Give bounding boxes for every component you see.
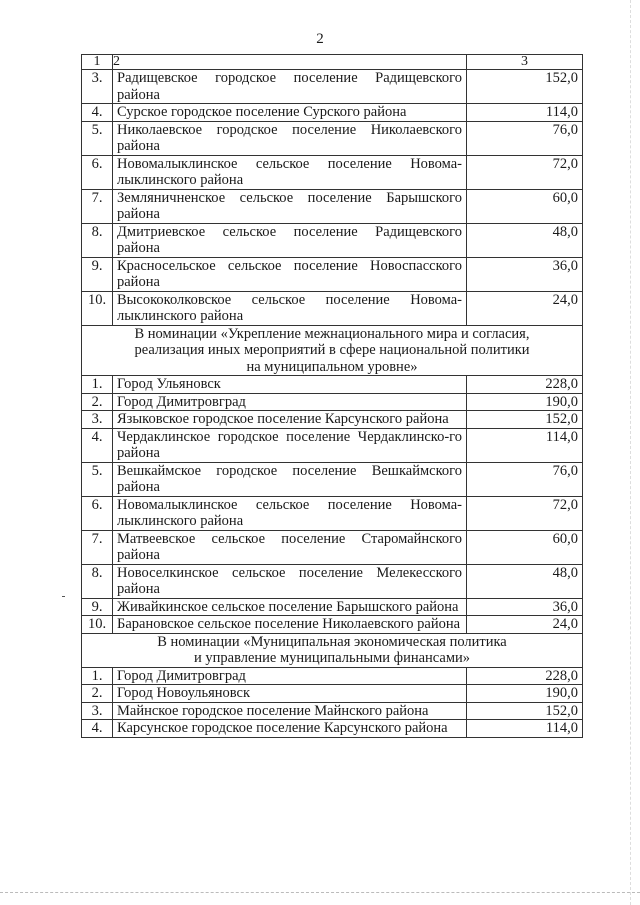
settlement-name: Сурское городское поселение Сурского района	[113, 104, 467, 122]
nomination-title-line: реализация иных мероприятий в сфере национальной политики	[134, 342, 530, 358]
table-row	[82, 702, 583, 720]
row-number: 10.	[82, 291, 113, 325]
column-number-3: 3	[467, 55, 583, 70]
table-row	[82, 257, 583, 291]
nomination-section-row	[82, 325, 583, 376]
grant-amount: 114,0	[467, 104, 583, 122]
grant-amount: 190,0	[467, 685, 583, 703]
settlement-name: Языковское городское поселение Карсунского района	[113, 411, 467, 429]
grant-amount: 114,0	[467, 428, 583, 462]
nomination-title	[82, 633, 583, 667]
grant-amount: 72,0	[467, 155, 583, 189]
grant-amount: 190,0	[467, 393, 583, 411]
settlement-name: Чердаклинское городское поселение Чердаклинско-го района	[113, 428, 467, 462]
table-row	[82, 376, 583, 394]
table-row	[82, 104, 583, 122]
nomination-title	[82, 325, 583, 376]
grant-amount: 72,0	[467, 496, 583, 530]
row-number: 3.	[82, 70, 113, 104]
grant-amount: 228,0	[467, 376, 583, 394]
table-row	[82, 189, 583, 223]
table-row	[82, 121, 583, 155]
settlement-name: Город Димитровград	[113, 393, 467, 411]
settlement-name: Николаевское городское поселение Николаевского района	[113, 121, 467, 155]
settlement-name: Матвеевское сельское поселение Старомайнского района	[113, 530, 467, 564]
row-number: 6.	[82, 155, 113, 189]
table-row	[82, 462, 583, 496]
settlement-name: Карсунское городское поселение Карсунского района	[113, 720, 467, 738]
row-number: 4.	[82, 720, 113, 738]
row-number: 5.	[82, 462, 113, 496]
row-number: 2.	[82, 393, 113, 411]
row-number: 10.	[82, 616, 113, 634]
table-row	[82, 564, 583, 598]
grant-amount: 24,0	[467, 291, 583, 325]
nomination-title-line: В номинации «Укрепление межнационального мира и согласия,	[134, 325, 530, 342]
column-number-2: 2	[113, 55, 467, 70]
settlement-name: Город Новоульяновск	[113, 685, 467, 703]
grant-amount: 76,0	[467, 462, 583, 496]
settlement-name: Радищевское городское поселение Радищевского района	[113, 70, 467, 104]
table-row	[82, 70, 583, 104]
row-number: 8.	[82, 223, 113, 257]
table-row	[82, 616, 583, 634]
table-row	[82, 223, 583, 257]
table-row	[82, 598, 583, 616]
settlement-name: Барановское сельское поселение Николаевского района	[113, 616, 467, 634]
table-row	[82, 530, 583, 564]
table-row	[82, 685, 583, 703]
grant-amount: 152,0	[467, 702, 583, 720]
nomination-title-line: на муниципальном уровне»	[246, 358, 418, 375]
table-row	[82, 155, 583, 189]
scan-artifact	[62, 596, 65, 597]
grant-amount: 24,0	[467, 616, 583, 634]
settlement-name: Город Димитровград	[113, 667, 467, 685]
settlement-name: Город Ульяновск	[113, 376, 467, 394]
grant-amount: 228,0	[467, 667, 583, 685]
settlement-name: Высококолковское сельское поселение Новома-лыклинского района	[113, 291, 467, 325]
table-row	[82, 667, 583, 685]
scan-edge-bottom	[0, 892, 640, 893]
settlement-name: Новоселкинское сельское поселение Мелекесского района	[113, 564, 467, 598]
settlement-name: Земляничненское сельское поселение Барышского района	[113, 189, 467, 223]
row-number: 3.	[82, 411, 113, 429]
row-number: 1.	[82, 376, 113, 394]
table-row	[82, 496, 583, 530]
grant-amount: 152,0	[467, 70, 583, 104]
page-number: 2	[316, 31, 324, 47]
table-row	[82, 393, 583, 411]
grant-amount: 60,0	[467, 189, 583, 223]
ranking-table	[81, 54, 583, 738]
nomination-section-row	[82, 633, 583, 667]
grant-amount: 76,0	[467, 121, 583, 155]
settlement-name: Майнское городское поселение Майнского района	[113, 702, 467, 720]
settlement-name: Красносельское сельское поселение Новоспасского района	[113, 257, 467, 291]
settlement-name: Новомалыклинское сельское поселение Новома-лыклинского района	[113, 496, 467, 530]
column-number-1: 1	[82, 55, 113, 70]
table-row	[82, 428, 583, 462]
table-row	[82, 291, 583, 325]
row-number: 7.	[82, 530, 113, 564]
grant-amount: 36,0	[467, 598, 583, 616]
grant-amount: 60,0	[467, 530, 583, 564]
row-number: 8.	[82, 564, 113, 598]
grant-amount: 36,0	[467, 257, 583, 291]
grant-amount: 48,0	[467, 564, 583, 598]
settlement-name: Дмитриевское сельское поселение Радищевского района	[113, 223, 467, 257]
row-number: 4.	[82, 104, 113, 122]
column-number-row	[82, 55, 583, 70]
row-number: 1.	[82, 667, 113, 685]
settlement-name: Вешкаймское городское поселение Вешкаймского района	[113, 462, 467, 496]
grant-amount: 114,0	[467, 720, 583, 738]
nomination-title-line: и управление муниципальными финансами»	[193, 650, 471, 666]
row-number: 2.	[82, 685, 113, 703]
row-number: 3.	[82, 702, 113, 720]
row-number: 6.	[82, 496, 113, 530]
nomination-title-line: В номинации «Муниципальная экономическая политика	[157, 633, 507, 650]
row-number: 5.	[82, 121, 113, 155]
row-number: 9.	[82, 257, 113, 291]
scan-edge-right	[630, 0, 631, 905]
row-number: 9.	[82, 598, 113, 616]
ranking-table-body	[82, 55, 583, 738]
row-number: 4.	[82, 428, 113, 462]
settlement-name: Живайкинское сельское поселение Барышского района	[113, 598, 467, 616]
table-row	[82, 720, 583, 738]
grant-amount: 152,0	[467, 411, 583, 429]
row-number: 7.	[82, 189, 113, 223]
settlement-name: Новомалыклинское сельское поселение Новома-лыклинского района	[113, 155, 467, 189]
grant-amount: 48,0	[467, 223, 583, 257]
table-row	[82, 411, 583, 429]
